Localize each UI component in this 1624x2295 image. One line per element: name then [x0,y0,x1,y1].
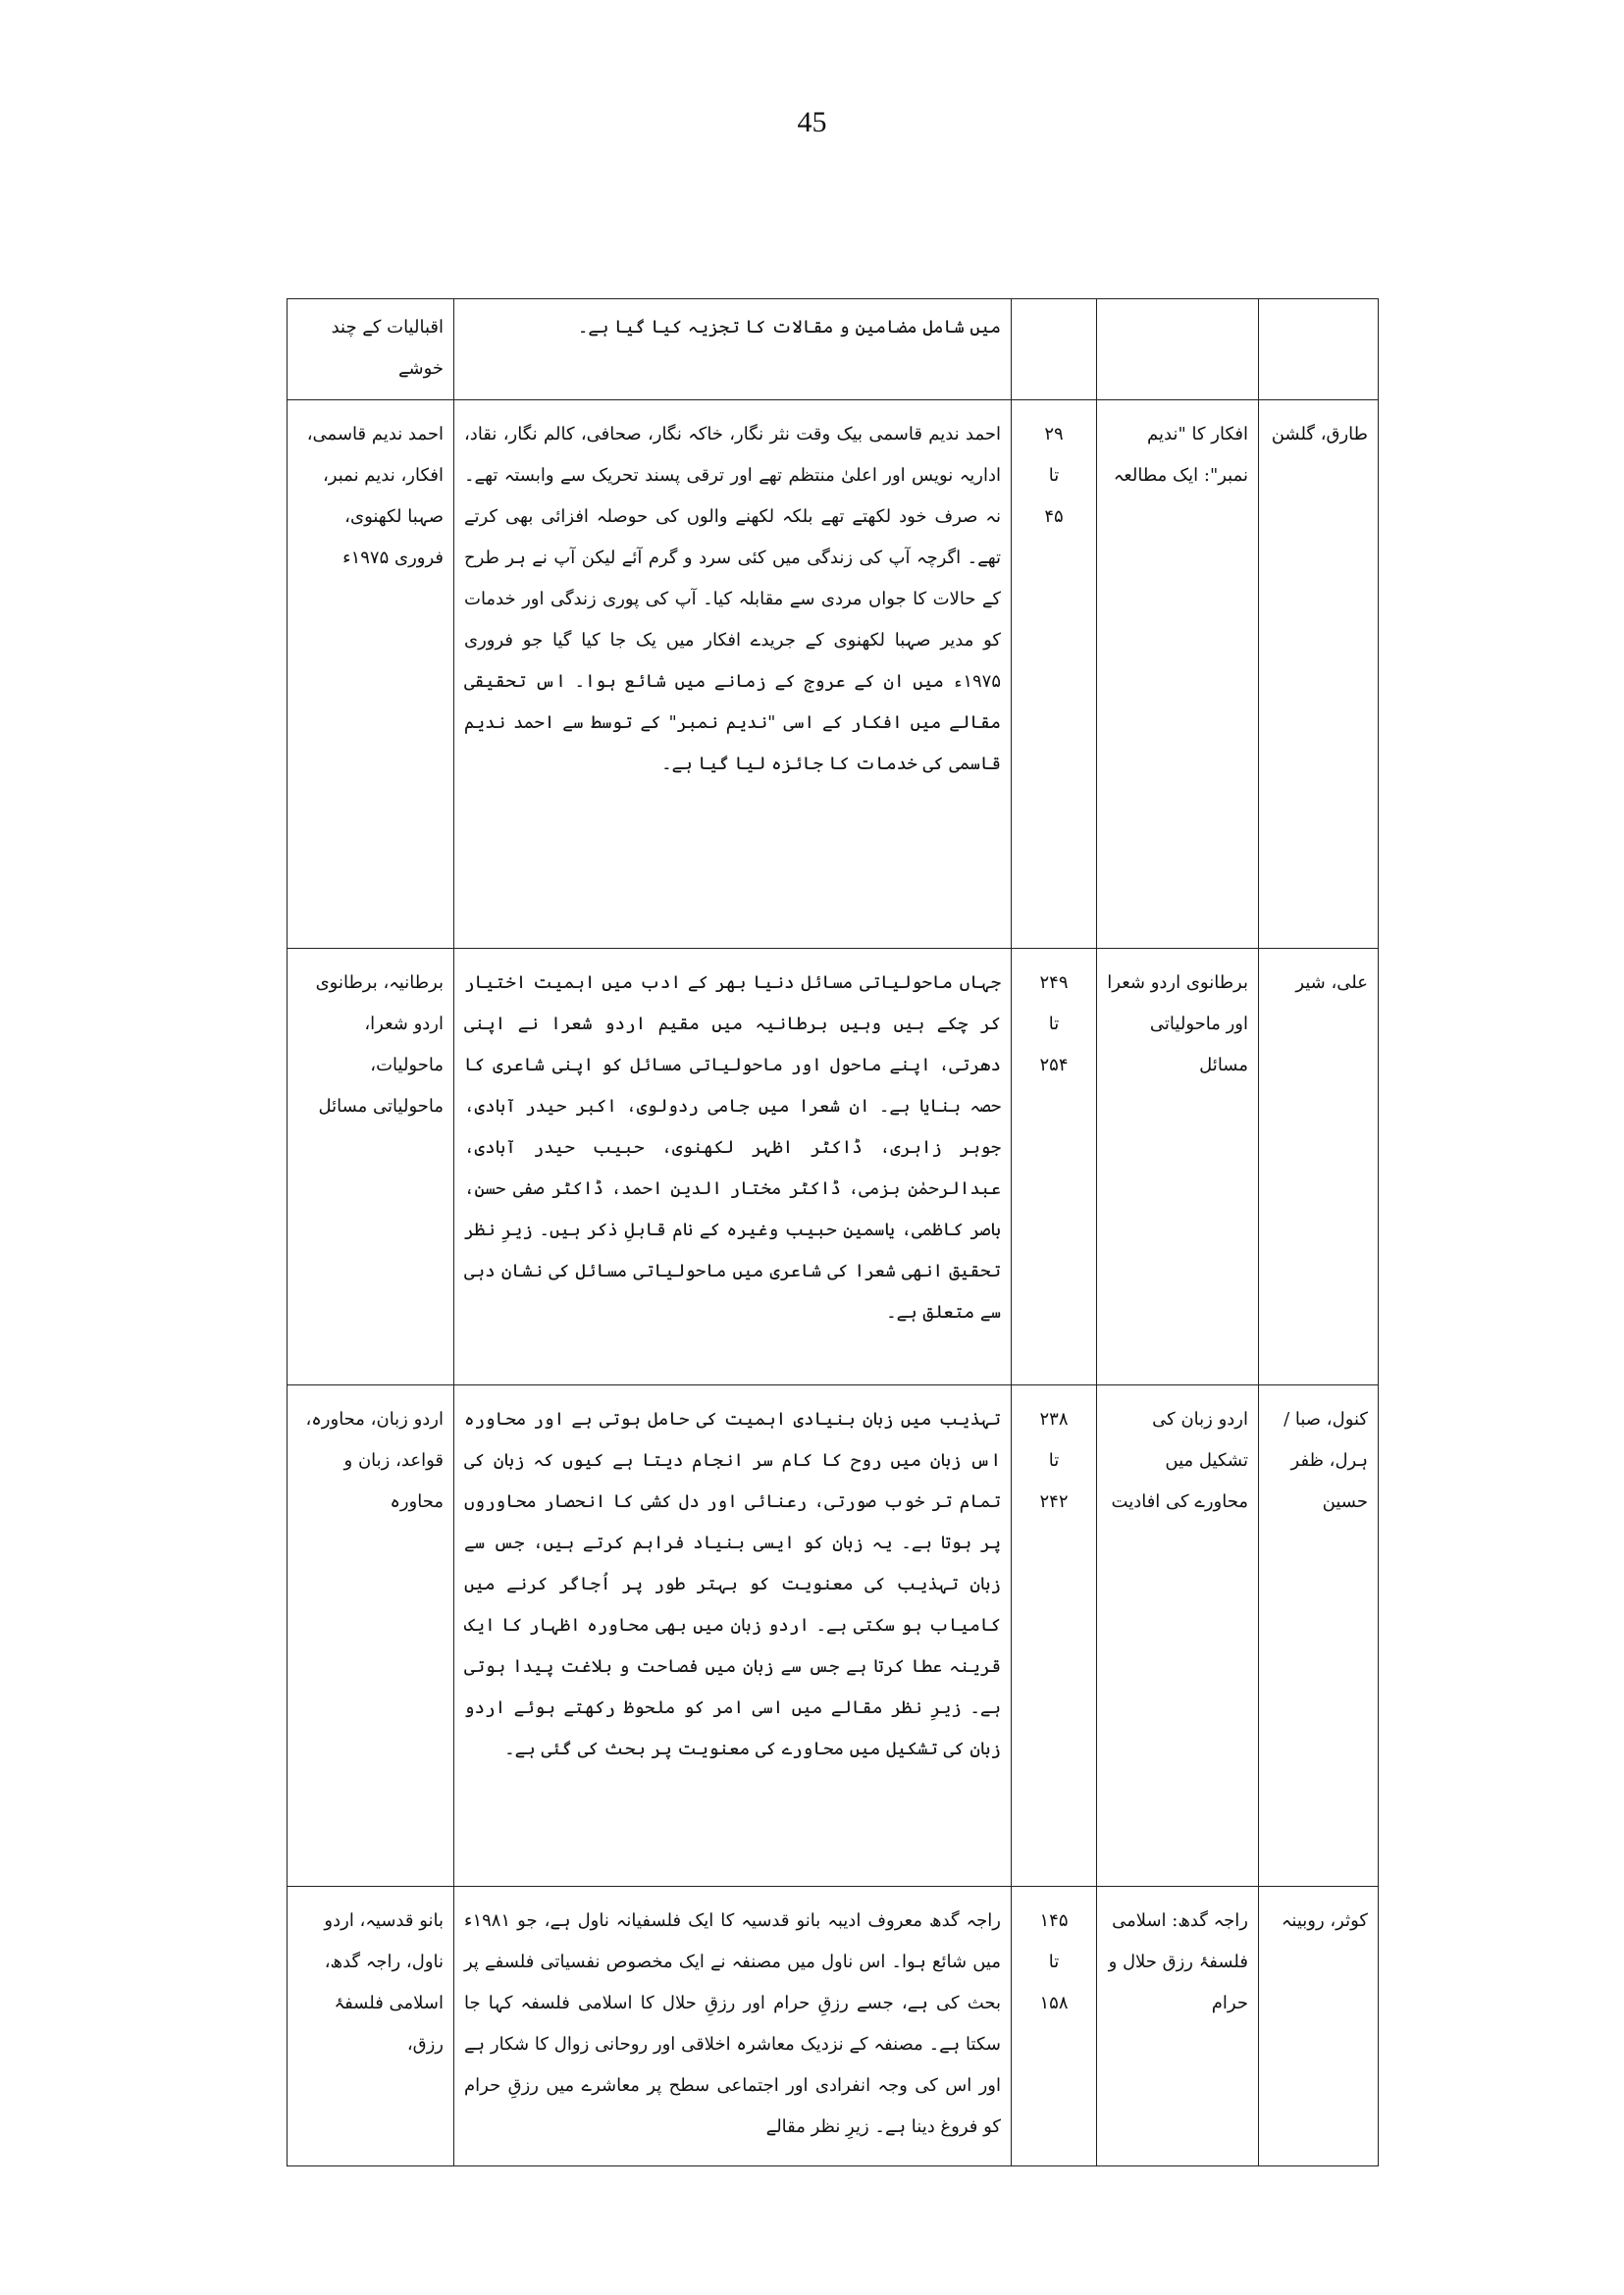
table-row [288,299,1379,400]
pages-cell [1012,1385,1097,1887]
page-separator: تا [1048,465,1060,486]
title-cell: برطانوی اردو شعرا اور ماحولیاتی مسائل [1097,949,1259,1385]
page-separator: تا [1048,1952,1060,1972]
author-cell: علی، شیر [1259,949,1379,1385]
page-start: ۲۳۸ [1039,1409,1069,1430]
page-end: ۲۵۴ [1039,1055,1069,1075]
pages-cell [1012,299,1097,400]
page-start: ۲۹ [1044,424,1064,444]
page-start: ۲۴۹ [1039,972,1069,993]
author-cell: کنول، صبا / ہرل، ظفر حسین [1259,1385,1379,1887]
page-end: ۲۴۲ [1039,1491,1069,1512]
abstract-cell: راجہ گدھ معروف ادیبہ بانو قدسیہ کا ایک فلسفیانہ ناول ہے، جو ۱۹۸۱ء میں شائع ہوا۔ اس ناول میں مصنفہ نے ایک مخصوص نفسیاتی فلسفے پر بحث کی ہے، جسے رزقِ حرام اور رزقِ حلال کا اسلامی فلسفہ کہا جا سکتا ہے۔ مصنفہ کے نزدیک معاشرہ اخلاقی اور روحانی زوال کا شکار ہے اور اس کی وجہ انفرادی اور اجتماعی سطح پر معاشرے میں رزقِ حرام کو فروغ دینا ہے۔ زیرِ نظر مقالے [454,1887,1012,2166]
keywords-cell: بانو قدسیہ، اردو ناول، راجہ گدھ، اسلامی فلسفۂ رزق، [288,1887,454,2166]
page-separator: تا [1048,1014,1060,1034]
author-cell: طارق، گلشن [1259,400,1379,949]
abstract-cell: تہذیب میں زبان بنیادی اہمیت کی حامل ہوتی ہے اور محاورہ اس زبان میں روح کا کام سر انجام دیتا ہے کیوں کہ زبان کی تمام تر خوب صورتی، رعنائی اور دل کشی کا انحصار محاوروں پر ہوتا ہے۔ یہ زبان کو ایسی بنیاد فراہم کرتے ہیں، جس سے زبان تہذیب کی معنویت کو بہتر طور پر اُجاگر کرنے میں کامیاب ہو سکتی ہے۔ اردو زبان میں بھی محاورہ اظہار کا ایک قرینہ عطا کرتا ہے جس سے زبان میں فصاحت و بلاغت پیدا ہوتی ہے۔ زیرِ نظر مقالے میں اسی امر کو ملحوظ رکھتے ہوئے اردو زبان کی تشکیل میں محاورے کی معنویت پر بحث کی گئی ہے۔ [454,1385,1012,1887]
keywords-cell: برطانیہ، برطانوی اردو شعرا، ماحولیات، ماحولیاتی مسائل [288,949,454,1385]
title-cell [1097,299,1259,400]
table-row [288,949,1379,1385]
page-separator: تا [1048,1450,1060,1471]
page-number: 45 [797,106,827,138]
keywords-cell: احمد ندیم قاسمی، افکار، ندیم نمبر، صہبا لکھنوی، فروری ۱۹۷۵ء [288,400,454,949]
abstract-cell: جہاں ماحولیاتی مسائل دنیا بھر کے ادب میں اہمیت اختیار کر چکے ہیں وہیں برطانیہ میں مقیم اردو شعرا نے اپنی دھرتی، اپنے ماحول اور ماحولیاتی مسائل کو اپنی شاعری کا حصہ بنایا ہے۔ ان شعرا میں جامی ردولوی، اکبر حیدر آبادی، جوہر زاہری، ڈاکٹر اظہر لکھنوی، حبیب حیدر آبادی، عبدالرحمٰن بزمی، ڈاکٹر مختار الدین احمد، ڈاکٹر صفی حسن، باصر کاظمی، یاسمین حبیب وغیرہ کے نام قابلِ ذکر ہیں۔ زیرِ نظر تحقیق انھی شعرا کی شاعری میں ماحولیاتی مسائل کی نشان دہی سے متعلق ہے۔ [454,949,1012,1385]
table-row [288,400,1379,949]
page-start: ۱۴۵ [1039,1910,1069,1931]
abstract-cell: احمد ندیم قاسمی بیک وقت نثر نگار، خاکہ نگار، صحافی، کالم نگار، نقاد، اداریہ نویس اور اعلیٰ منتظم تھے اور ترقی پسند تحریک سے وابستہ تھے۔ نہ صرف خود لکھتے تھے بلکہ لکھنے والوں کی حوصلہ افزائی بھی کرتے تھے۔ اگرچہ آپ کی زندگی میں کئی سرد و گرم آئے لیکن آپ نے ہر طرح کے حالات کا جواں مردی سے مقابلہ کیا۔ آپ کی پوری زندگی اور خدمات کو مدیر صہبا لکھنوی کے جریدے افکار میں یک جا کیا گیا جو فروری ۱۹۷۵ء میں ان کے عروج کے زمانے میں شائع ہوا۔ اس تحقیقی مقالے میں افکار کے اسی "ندیم نمبر" کے توسط سے احمد ندیم قاسمی کی خدمات کا جائزہ لیا گیا ہے۔ [454,400,1012,949]
table-row [288,1385,1379,1887]
abstract-cell: میں شامل مضامین و مقالات کا تجزیہ کیا گیا ہے۔ [454,299,1012,400]
title-cell: راجہ گدھ: اسلامی فلسفۂ رزق حلال و حرام [1097,1887,1259,2166]
pages-cell [1012,400,1097,949]
keywords-cell: اردو زبان، محاورہ، قواعد، زبان و محاورہ [288,1385,454,1887]
author-cell [1259,299,1379,400]
table-row [288,1887,1379,2166]
keywords-cell: اقبالیات کے چند خوشے [288,299,454,400]
pages-cell [1012,1887,1097,2166]
page-end: ۱۵۸ [1039,1993,1069,2013]
title-cell: اردو زبان کی تشکیل میں محاورے کی افادیت [1097,1385,1259,1887]
pages-cell [1012,949,1097,1385]
author-cell: کوثر، روبینہ [1259,1887,1379,2166]
page-end: ۴۵ [1044,506,1064,527]
bibliography-table [287,298,1379,2166]
title-cell: افکار کا "ندیم نمبر": ایک مطالعہ [1097,400,1259,949]
